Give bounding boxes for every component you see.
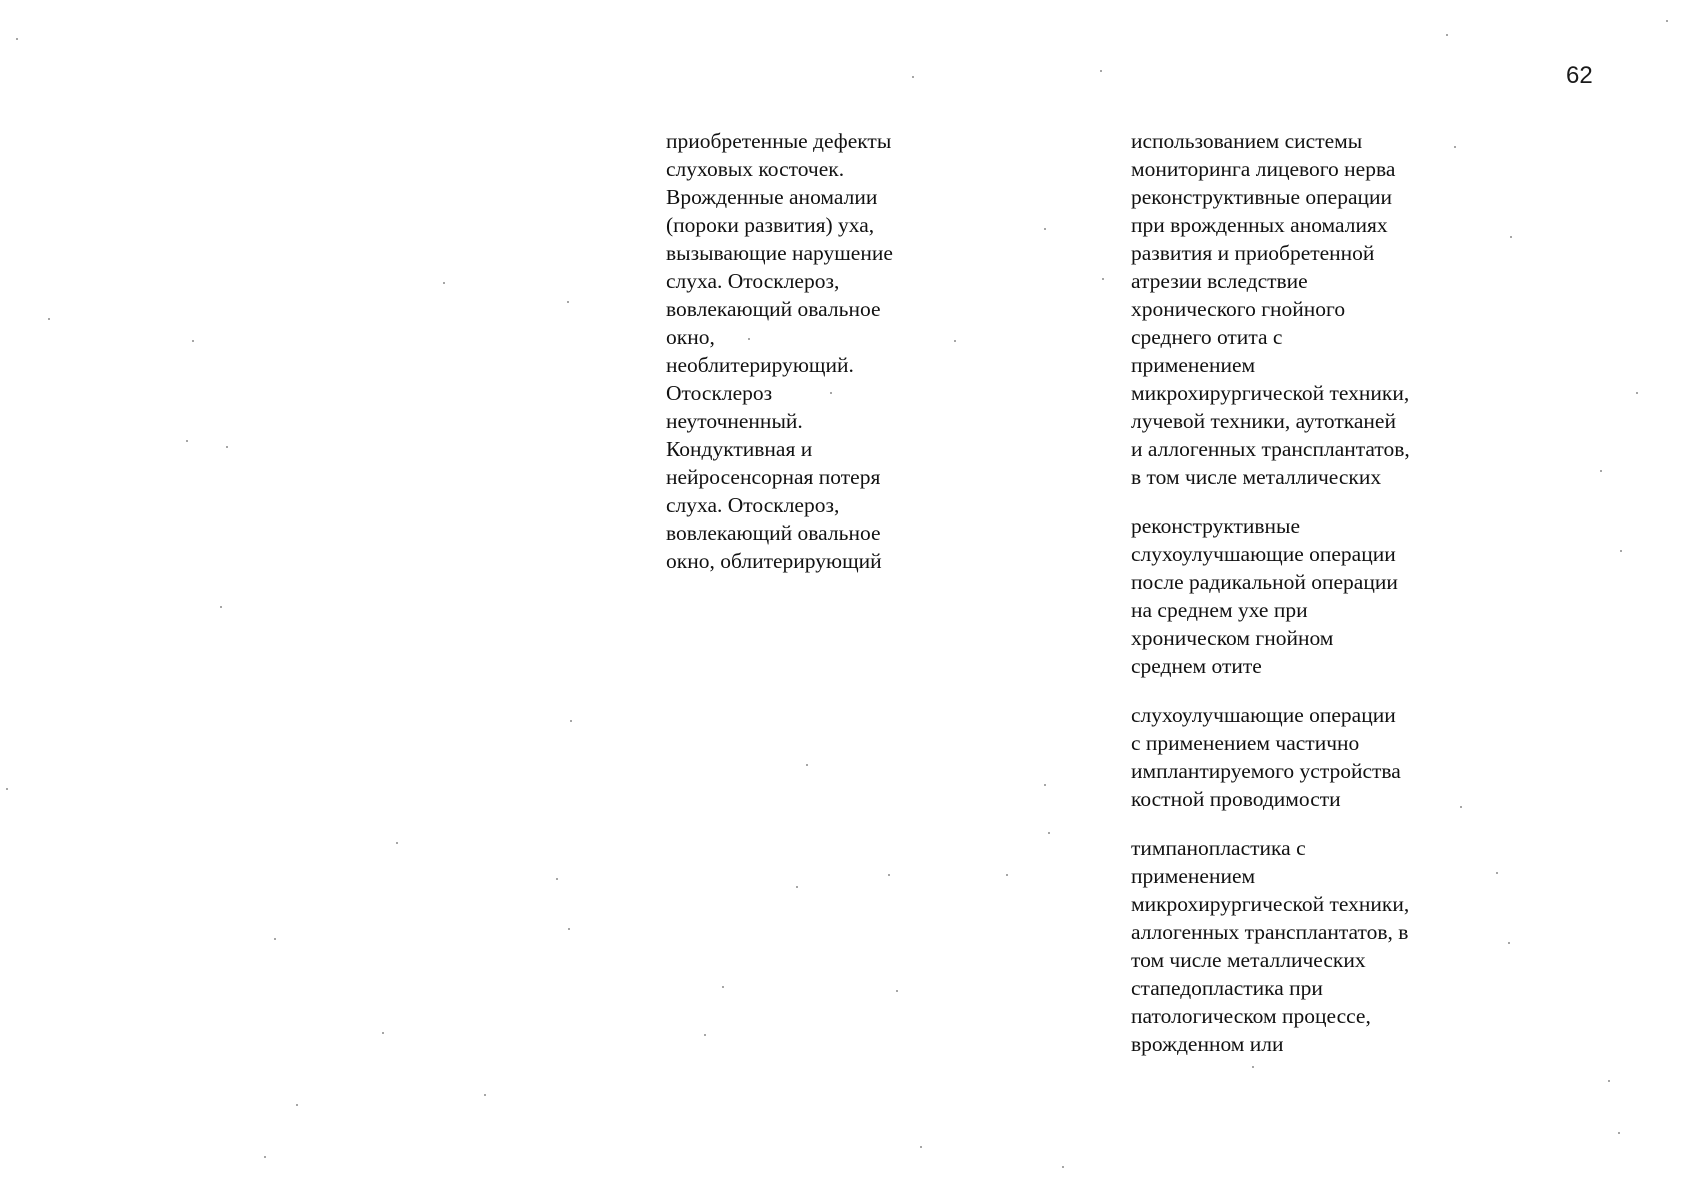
scan-speck xyxy=(1044,228,1046,230)
scan-speck xyxy=(567,301,569,303)
text-line: после радикальной операции xyxy=(1131,570,1398,594)
treatment-block-2 xyxy=(1131,512,1471,680)
scan-speck xyxy=(1100,70,1102,72)
text-line: хронического гнойного xyxy=(1131,297,1346,321)
text-line: вовлекающий овальное xyxy=(666,521,881,545)
text-line: и аллогенных трансплантатов, xyxy=(1131,437,1410,461)
scan-speck xyxy=(556,878,558,880)
text-line: неуточненный. xyxy=(666,409,803,433)
text-line: слухоулучшающие операции xyxy=(1131,542,1396,566)
scan-speck xyxy=(48,318,50,320)
text-line: применением xyxy=(1131,353,1256,377)
scan-speck xyxy=(16,38,18,40)
text-line: патологическом процессе, xyxy=(1131,1004,1371,1028)
scan-speck xyxy=(264,1156,266,1158)
text-line: реконструктивные операции xyxy=(1131,185,1393,209)
text-line: том числе металлических xyxy=(1131,948,1366,972)
text-line: тимпанопластика с xyxy=(1131,836,1306,860)
text-line: использованием системы xyxy=(1131,129,1363,153)
scan-speck xyxy=(1044,784,1046,786)
text-line: слуха. Отосклероз, xyxy=(666,269,840,293)
text-line: необлитерирующий. xyxy=(666,353,854,377)
page-number: 62 xyxy=(1566,62,1593,89)
scan-speck xyxy=(920,1146,922,1148)
text-line: вызывающие нарушение xyxy=(666,241,893,265)
text-line: на среднем ухе при xyxy=(1131,598,1308,622)
scan-speck xyxy=(1636,392,1638,394)
scan-speck xyxy=(912,76,914,78)
text-line: стапедопластика при xyxy=(1131,976,1323,1000)
text-line: среднем отите xyxy=(1131,654,1262,678)
text-line: микрохирургической техники, xyxy=(1131,381,1410,405)
scan-speck xyxy=(226,446,228,448)
text-line: при врожденных аномалиях xyxy=(1131,213,1388,237)
text-line: среднего отита с xyxy=(1131,325,1283,349)
text-line: Кондуктивная и xyxy=(666,437,813,461)
scan-speck xyxy=(192,340,194,342)
block-spacer xyxy=(1131,680,1471,701)
scan-speck xyxy=(896,990,898,992)
left-column-diagnoses xyxy=(666,127,956,575)
scan-speck xyxy=(1252,1066,1254,1068)
text-line: в том числе металлических xyxy=(1131,465,1382,489)
scan-speck xyxy=(570,720,572,722)
scan-speck xyxy=(296,1104,298,1106)
block-spacer xyxy=(1131,813,1471,834)
scan-speck xyxy=(748,338,750,340)
scan-speck xyxy=(568,928,570,930)
text-line: приобретенные дефекты xyxy=(666,129,892,153)
treatment-block-3 xyxy=(1131,701,1471,813)
text-line: лучевой техники, аутотканей xyxy=(1131,409,1396,433)
text-line: имплантируемого устройства xyxy=(1131,759,1401,783)
text-line: атрезии вследствие xyxy=(1131,269,1308,293)
scan-speck xyxy=(1508,942,1510,944)
scan-speck xyxy=(484,1094,486,1096)
text-line: микрохирургической техники, xyxy=(1131,892,1410,916)
scan-speck xyxy=(1454,146,1456,148)
scan-speck xyxy=(186,440,188,442)
scan-speck xyxy=(1510,236,1512,238)
text-line: (пороки развития) уха, xyxy=(666,213,875,237)
scan-speck xyxy=(1062,1166,1064,1168)
text-line: реконструктивные xyxy=(1131,514,1301,538)
text-line: аллогенных трансплантатов, в xyxy=(1131,920,1409,944)
text-line: применением xyxy=(1131,864,1256,888)
treatment-block-4 xyxy=(1131,834,1471,1058)
scan-speck xyxy=(806,764,808,766)
text-line: врожденном или xyxy=(1131,1032,1284,1056)
text-line: нейросенсорная потеря xyxy=(666,465,881,489)
text-line: слухоулучшающие операции xyxy=(1131,703,1396,727)
scan-speck xyxy=(1446,34,1448,36)
text-line: слуха. Отосклероз, xyxy=(666,493,840,517)
text-line: хроническом гнойном xyxy=(1131,626,1334,650)
scan-speck xyxy=(274,938,276,940)
scan-speck xyxy=(704,1034,706,1036)
text-line: Отосклероз xyxy=(666,381,773,405)
scan-speck xyxy=(954,340,956,342)
scan-speck xyxy=(830,392,832,394)
scan-speck xyxy=(1048,832,1050,834)
text-line: мониторинга лицевого нерва xyxy=(1131,157,1396,181)
scan-speck xyxy=(6,788,8,790)
scan-speck xyxy=(443,282,445,284)
text-line: окно, облитерирующий xyxy=(666,549,882,573)
scan-speck xyxy=(220,606,222,608)
text-line: Врожденные аномалии xyxy=(666,185,878,209)
scan-speck xyxy=(1496,872,1498,874)
text-line: костной проводимости xyxy=(1131,787,1341,811)
scan-speck xyxy=(1618,1132,1620,1134)
right-column-treatments xyxy=(1131,127,1471,1058)
scan-speck xyxy=(1102,278,1104,280)
scan-speck xyxy=(1460,806,1462,808)
scan-speck xyxy=(382,1032,384,1034)
text-line: слуховых косточек. xyxy=(666,157,845,181)
scan-speck xyxy=(888,874,890,876)
text-line: развития и приобретенной xyxy=(1131,241,1375,265)
text-line: с применением частично xyxy=(1131,731,1360,755)
scan-speck xyxy=(396,842,398,844)
scan-speck xyxy=(796,886,798,888)
treatment-block-1 xyxy=(1131,127,1471,491)
scan-speck xyxy=(1600,470,1602,472)
block-spacer xyxy=(1131,491,1471,512)
scan-speck xyxy=(1608,1080,1610,1082)
text-line: окно, xyxy=(666,325,715,349)
scan-speck xyxy=(1620,550,1622,552)
scan-speck xyxy=(722,986,724,988)
scan-speck xyxy=(1006,874,1008,876)
scan-speck xyxy=(1666,20,1668,22)
text-line: вовлекающий овальное xyxy=(666,297,881,321)
